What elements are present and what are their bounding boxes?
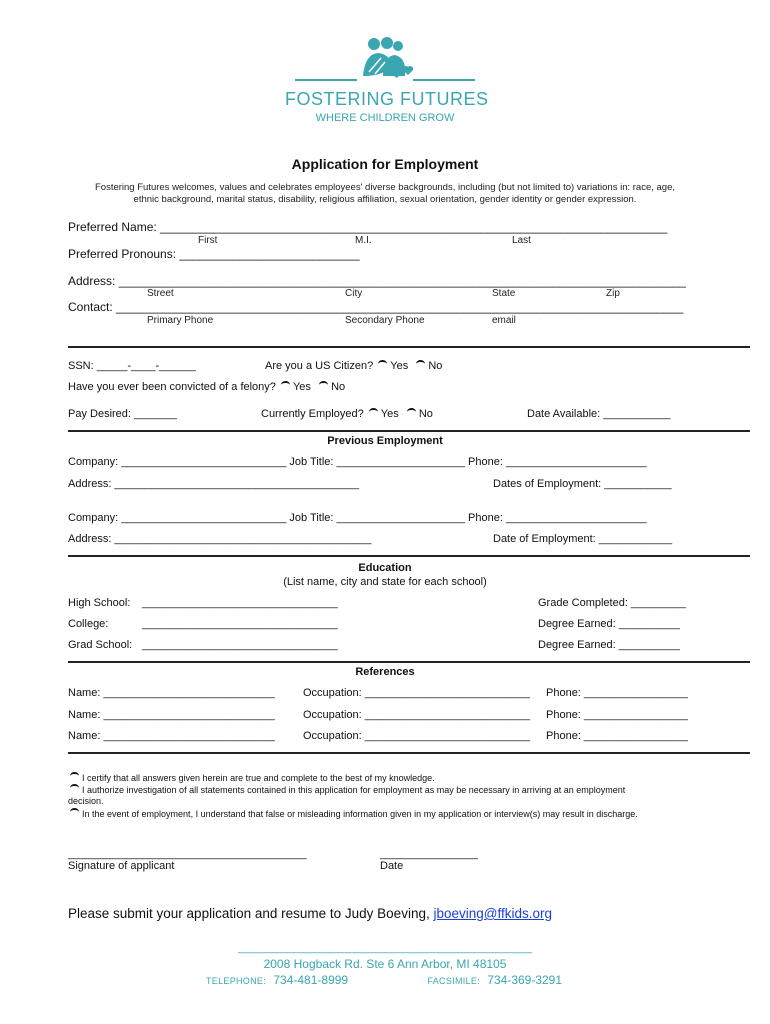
grad-school-field[interactable]: ________________________________	[142, 639, 338, 651]
citizen-label: Are you a US Citizen?	[265, 360, 374, 372]
grad-degree-field[interactable]: Degree Earned: __________	[538, 639, 680, 651]
citizen-question	[265, 360, 442, 372]
logo-children-icon	[285, 36, 485, 86]
certify-3-checkbox[interactable]	[70, 808, 79, 816]
first-label: First	[198, 235, 218, 246]
street-label: Street	[147, 288, 174, 299]
felony-question	[68, 381, 345, 393]
certify-item-2	[68, 784, 625, 795]
employment-2-dates[interactable]: Date of Employment: ____________	[493, 533, 673, 545]
preferred-name-field[interactable]: Preferred Name: ____________________________________________________________________________	[68, 220, 668, 234]
certify-1-checkbox[interactable]	[70, 772, 79, 780]
zip-label: Zip	[606, 288, 620, 299]
date-label: Date	[380, 860, 404, 872]
certify-item-1	[68, 772, 435, 783]
signature-line[interactable]: _______________________________________	[68, 848, 307, 860]
reference-3-occupation[interactable]: Occupation: ___________________________	[303, 730, 530, 742]
org-name: FOSTERING FUTURES	[285, 89, 489, 109]
yes-label: Yes	[390, 360, 409, 372]
pronouns-field[interactable]: Preferred Pronouns: ___________________________	[68, 247, 360, 261]
certify-item-2-cont: decision.	[68, 796, 104, 806]
reference-1-phone[interactable]: Phone: _________________	[546, 687, 688, 699]
certify-2-checkbox[interactable]	[70, 784, 79, 792]
submit-text: Please submit your application and resume to Judy Boeving,	[68, 906, 430, 921]
contact-field[interactable]: Contact: _____________________________________________________________________________________	[68, 300, 684, 314]
facsimile-value: 734-369-3291	[487, 973, 563, 987]
no-label: No	[428, 360, 443, 372]
city-label: City	[345, 288, 363, 299]
employed-question	[261, 408, 433, 420]
certify-item-3	[68, 808, 638, 819]
divider	[68, 661, 750, 663]
intro-line-1: Fostering Futures welcomes, values and celebrates employees' diverse backgrounds, including (but not limited to) variations in: race, age,	[94, 182, 676, 193]
felony-label: Have you ever been convicted of a felony?	[68, 381, 276, 393]
reference-1-name[interactable]: Name: ____________________________	[68, 687, 275, 699]
college-label: College:	[68, 618, 109, 630]
pay-desired-field[interactable]: Pay Desired: _______	[68, 408, 177, 420]
reference-2-occupation[interactable]: Occupation: ___________________________	[303, 709, 530, 721]
divider	[68, 346, 750, 348]
no-label: No	[418, 408, 433, 420]
employed-yes-checkbox[interactable]	[369, 408, 378, 416]
org-tagline: WHERE CHILDREN GROW	[315, 112, 455, 124]
high-school-label: High School:	[68, 597, 131, 609]
education-heading: Education	[358, 562, 412, 574]
primary-phone-label: Primary Phone	[147, 315, 214, 326]
citizen-yes-checkbox[interactable]	[378, 360, 387, 368]
employed-no-checkbox[interactable]	[407, 408, 416, 416]
telephone-label: TELEPHONE:	[206, 976, 267, 986]
intro-line-2: ethnic background, marital status, disability, religious affiliation, sexual orientation, gender identity or gender expression.	[133, 194, 637, 205]
college-field[interactable]: ________________________________	[142, 618, 338, 630]
logo	[285, 36, 489, 128]
divider	[68, 752, 750, 754]
grad-school-label: Grad School:	[68, 639, 133, 651]
reference-3-name[interactable]: Name: ____________________________	[68, 730, 275, 742]
facsimile-label: FACSIMILE:	[427, 976, 480, 986]
previous-employment-heading: Previous Employment	[327, 435, 443, 447]
submit-instructions	[68, 906, 552, 921]
high-school-field[interactable]: ________________________________	[142, 597, 338, 609]
ssn-field[interactable]: SSN: _____-____-______	[68, 360, 196, 372]
felony-no-checkbox[interactable]	[319, 381, 328, 389]
address-field[interactable]: Address: _____________________________________________________________________________________	[68, 274, 686, 288]
college-degree-field[interactable]: Degree Earned: __________	[538, 618, 680, 630]
certify-3-text: In the event of employment, I understand that false or misleading information given in my application or interview(s) may result in discharge.	[82, 809, 638, 819]
reference-2-name[interactable]: Name: ____________________________	[68, 709, 275, 721]
certify-2-text: I authorize investigation of all statements contained in this application for employment as may be necessary in arriving at an employment	[82, 785, 626, 795]
employment-1-dates[interactable]: Dates of Employment: ___________	[493, 478, 672, 490]
references-heading: References	[355, 666, 415, 678]
citizen-no-checkbox[interactable]	[416, 360, 425, 368]
employment-1-company-row[interactable]: Company: ___________________________ Job Title: _____________________ Phone: _______________________	[68, 456, 647, 468]
reference-1-occupation[interactable]: Occupation: ___________________________	[303, 687, 530, 699]
date-available-field[interactable]: Date Available: ___________	[527, 408, 671, 420]
felony-yes-checkbox[interactable]	[281, 381, 290, 389]
secondary-phone-label: Secondary Phone	[345, 315, 425, 326]
divider	[68, 430, 750, 432]
employment-2-address[interactable]: Address: __________________________________________	[68, 533, 372, 545]
mi-label: M.I.	[355, 235, 372, 246]
certify-1-text: I certify that all answers given herein are true and complete to the best of my knowledge.	[82, 773, 435, 783]
page-title: Application for Employment	[291, 156, 479, 172]
grade-completed-field[interactable]: Grade Completed: _________	[538, 597, 686, 609]
education-subheading: (List name, city and state for each school)	[283, 576, 487, 588]
footer-rule: ________________________________________________	[238, 942, 532, 954]
reference-2-phone[interactable]: Phone: _________________	[546, 709, 688, 721]
reference-3-phone[interactable]: Phone: _________________	[546, 730, 688, 742]
yes-label: Yes	[380, 408, 399, 420]
no-label: No	[331, 381, 346, 393]
telephone-value: 734-481-8999	[273, 973, 349, 987]
last-label: Last	[512, 235, 531, 246]
footer-contact	[206, 973, 562, 987]
date-line[interactable]: ________________	[380, 848, 478, 860]
employed-label: Currently Employed?	[261, 408, 364, 420]
employment-1-address[interactable]: Address: ________________________________________	[68, 478, 360, 490]
divider	[68, 555, 750, 557]
footer-address: 2008 Hogback Rd. Ste 6 Ann Arbor, MI 48105	[263, 957, 507, 971]
submit-email-link[interactable]: jboeving@ffkids.org	[433, 906, 553, 921]
email-label: email	[492, 315, 516, 326]
employment-2-company-row[interactable]: Company: ___________________________ Job Title: _____________________ Phone: _______________________	[68, 512, 647, 524]
yes-label: Yes	[292, 381, 311, 393]
state-label: State	[492, 288, 516, 299]
signature-label: Signature of applicant	[68, 860, 175, 872]
